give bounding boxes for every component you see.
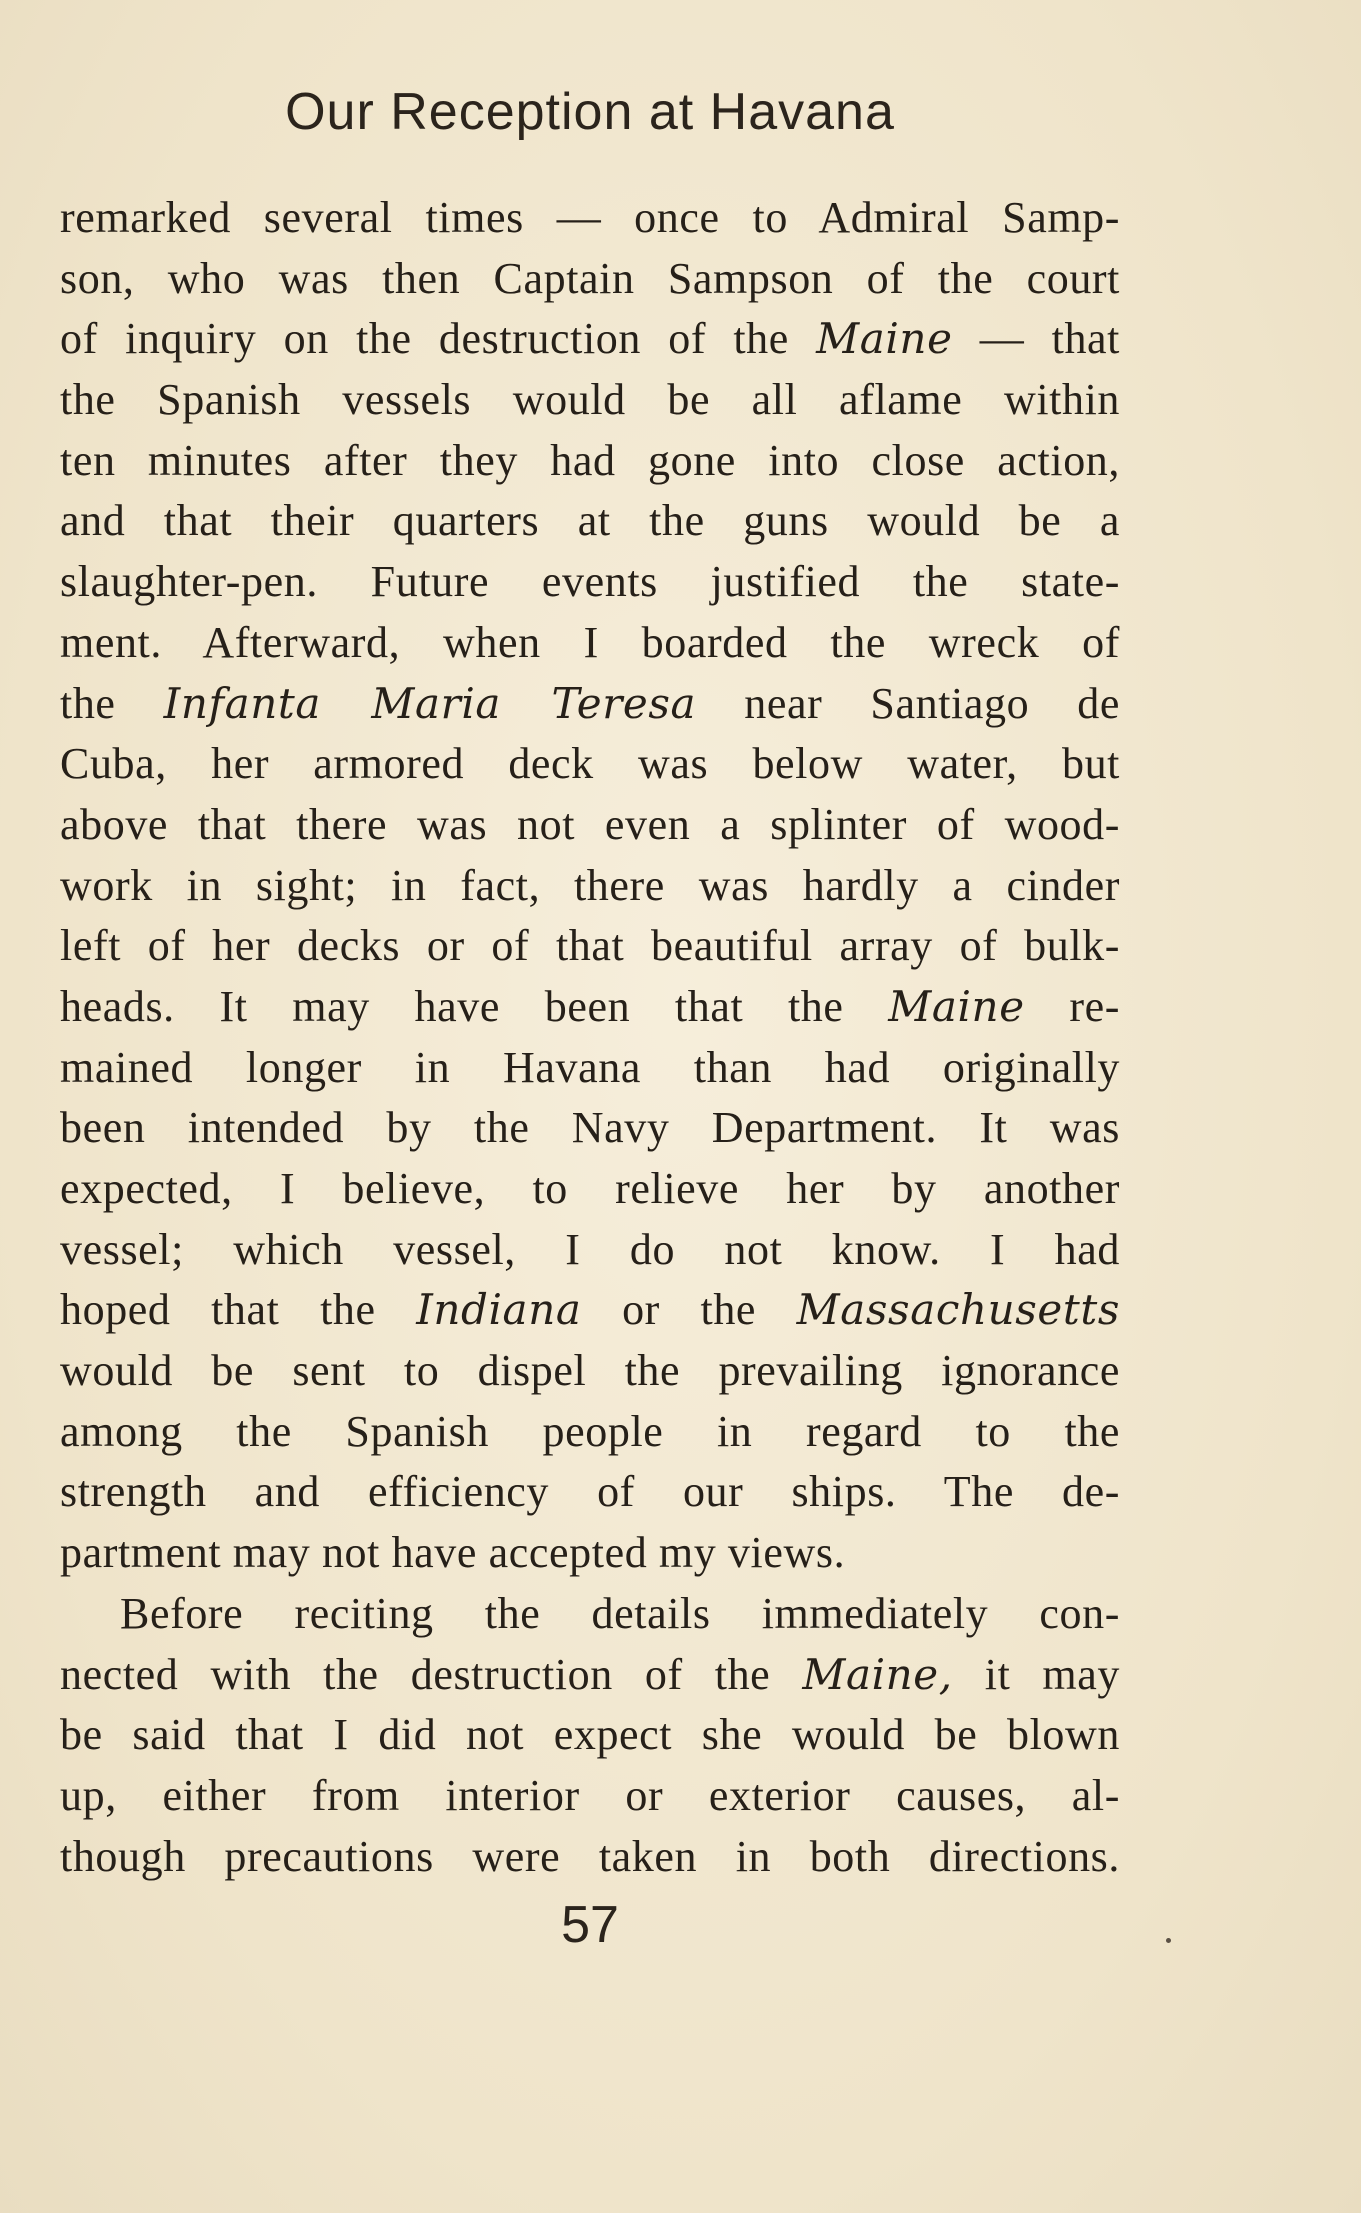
text-line: ment. Afterward, when I boarded the wreck of: [60, 617, 1120, 667]
text-line: ten minutes after they had gone into close action,: [60, 435, 1120, 485]
ship-name-italic: Massachusetts: [796, 1285, 1120, 1335]
text-line: been intended by the Navy Department. It was: [60, 1103, 1120, 1153]
text-line: and that their quarters at the guns would be a: [60, 496, 1120, 546]
ship-name-italic: Indiana: [416, 1285, 582, 1335]
ship-name-italic: Infanta Maria Teresa: [163, 678, 697, 728]
text-line: work in sight; in fact, there was hardly a cinder: [60, 860, 1120, 910]
ship-name-italic: Maine,: [802, 1649, 953, 1699]
text-line: of inquiry on the destruction of the Maine — that: [60, 314, 1120, 364]
ink-speck: [1166, 1938, 1171, 1943]
text-line: vessel; which vessel, I do not know. I had: [60, 1224, 1120, 1274]
text-line: hoped that the Indiana or the Massachusetts: [60, 1285, 1120, 1335]
ship-name-italic: Maine: [888, 981, 1025, 1031]
text-line: Cuba, her armored deck was below water, but: [60, 739, 1120, 789]
text-line: the Infanta Maria Teresa near Santiago de: [60, 678, 1121, 728]
body-text: [60, 188, 1120, 1887]
text-line: above that there was not even a splinter of wood-: [60, 799, 1120, 849]
text-line: left of her decks or of that beautiful array of bulk-: [60, 921, 1120, 971]
text-line: up, either from interior or exterior causes, al-: [60, 1770, 1120, 1820]
paragraph-end-line: partment may not have accepted my views.: [60, 1528, 846, 1578]
text-line: among the Spanish people in regard to the: [60, 1406, 1120, 1456]
text-line: slaughter-pen. Future events justified the state-: [60, 557, 1120, 607]
text-line: be said that I did not expect she would be blown: [60, 1710, 1120, 1760]
text-line: son, who was then Captain Sampson of the court: [60, 253, 1120, 303]
text-line: would be sent to dispel the prevailing ignorance: [60, 1346, 1120, 1396]
text-line: remarked several times — once to Admiral Samp-: [60, 193, 1120, 242]
text-line: mained longer in Havana than had originally: [60, 1042, 1120, 1092]
text-line: the Spanish vessels would be all aflame within: [60, 375, 1120, 425]
text-line: expected, I believe, to relieve her by another: [60, 1164, 1120, 1213]
text-line: though precautions were taken in both directions.: [60, 1831, 1120, 1881]
text-line: heads. It may have been that the Maine re-: [60, 981, 1121, 1031]
text-line: strength and efficiency of our ships. The de-: [60, 1467, 1120, 1517]
text-line: nected with the destruction of the Maine, it may: [60, 1649, 1120, 1699]
ship-name-italic: Maine: [816, 314, 953, 364]
running-head: Our Reception at Havana: [285, 83, 895, 141]
paragraph-start-line: Before reciting the details immediately con-: [120, 1588, 1120, 1638]
page-number: 57: [561, 1896, 619, 1954]
